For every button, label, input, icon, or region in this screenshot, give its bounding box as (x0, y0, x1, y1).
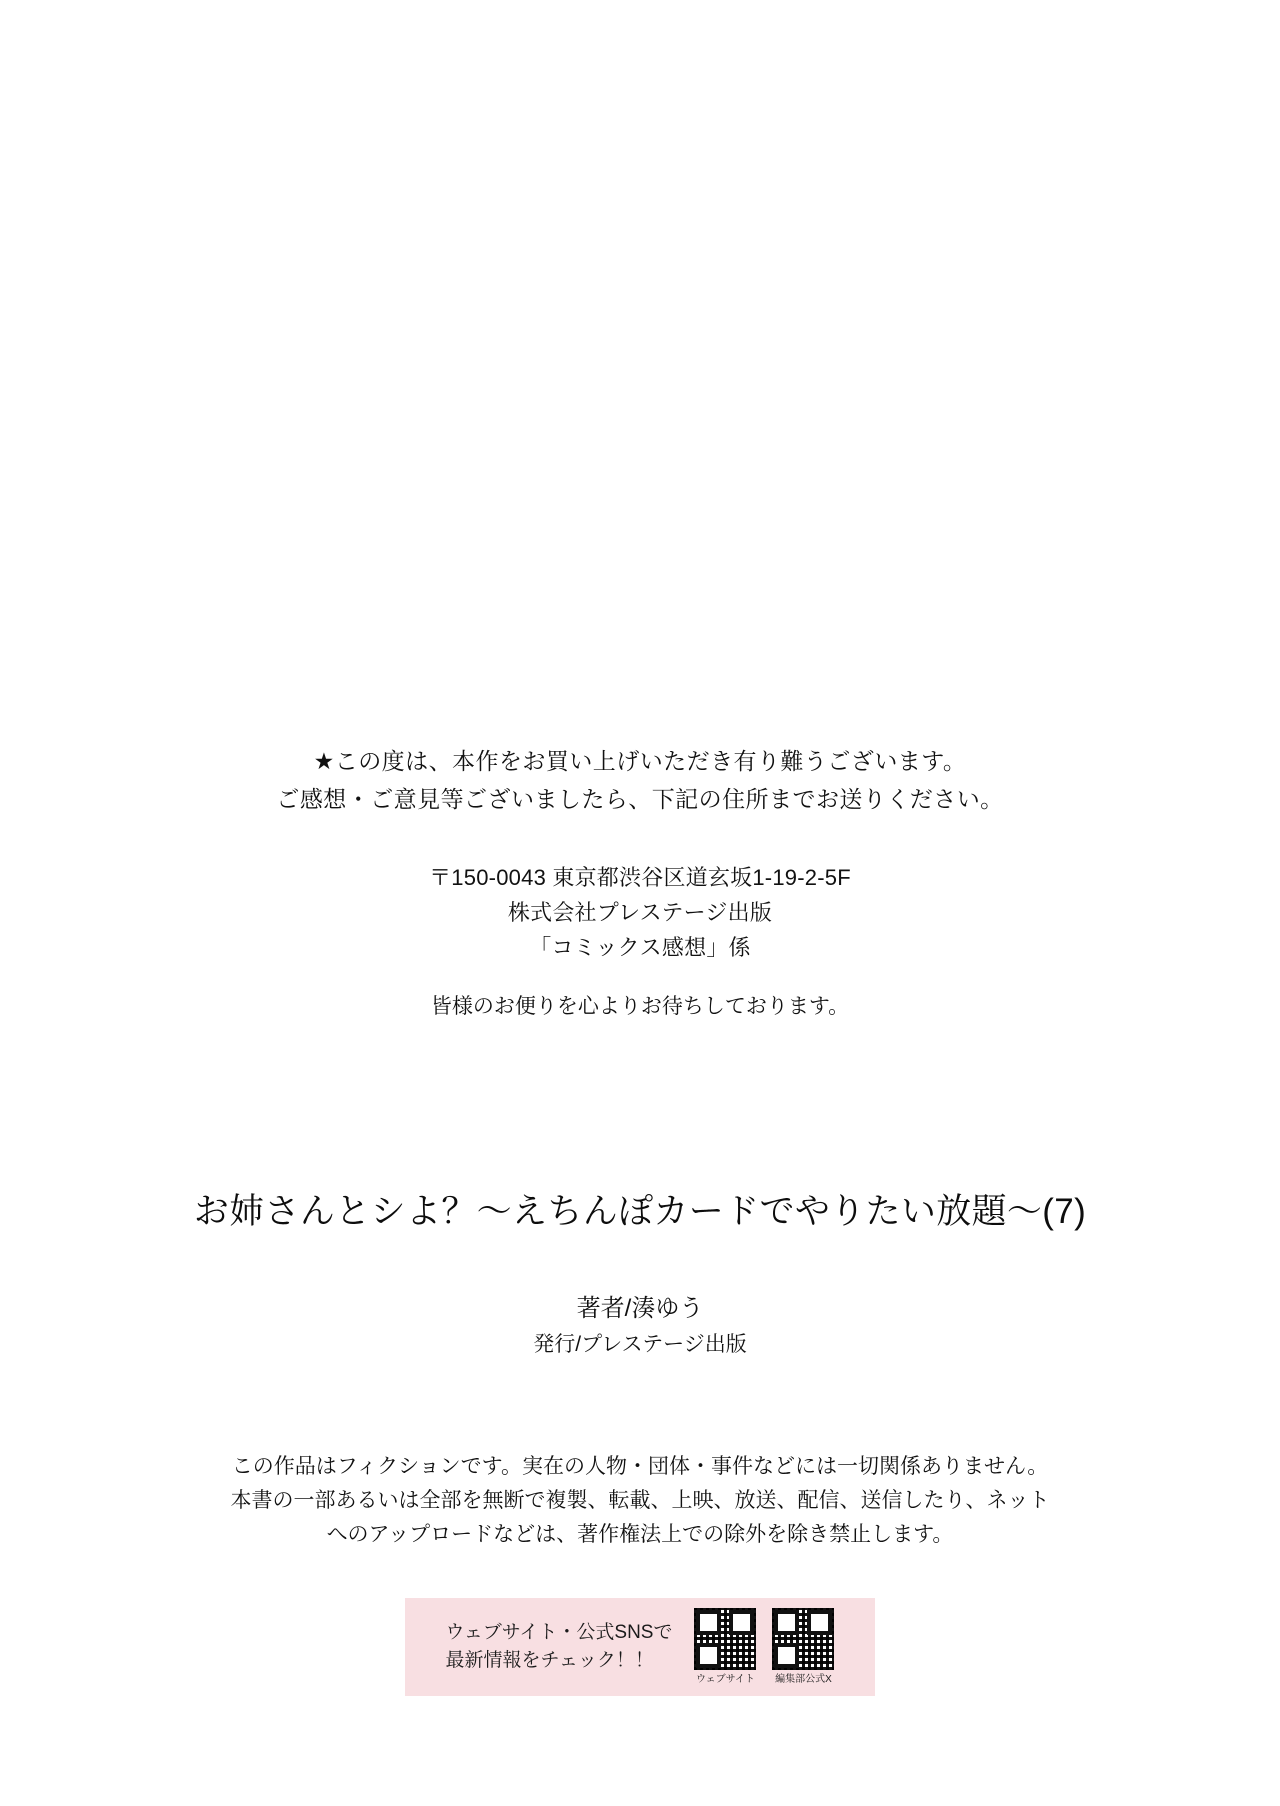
publisher-credit: 発行/プレステージ出版 (533, 1333, 747, 1356)
promo-text-line-1: ウェブサイト・公式SNSで (445, 1622, 673, 1643)
qr-item-website[interactable] (694, 1608, 756, 1686)
qr-eye-bottom-left (774, 1643, 799, 1668)
legal-line-2: 本書の一部あるいは全部を無断で複製、転載、上映、放送、配信、送信したり、ネット (230, 1489, 1050, 1512)
qr-code-icon[interactable] (694, 1608, 756, 1670)
greeting-block (0, 742, 1280, 818)
qr-code-group (694, 1608, 834, 1686)
qr-caption-x-account: 編集部公式X (775, 1674, 832, 1685)
greeting-line-2: ご感想・ご意見等ございましたら、下記の住所までお送りください。 (276, 786, 1004, 812)
credits-block (0, 1290, 1280, 1361)
address-postal-line: 〒150-0043 東京都渋谷区道玄坂1-19-2-5F (429, 865, 851, 890)
legal-notice-block (0, 1450, 1280, 1552)
address-department-line: 「コミックス感想」係 (529, 935, 751, 960)
qr-code-icon[interactable] (772, 1608, 834, 1670)
promo-text-line-2: 最新情報をチェック！！ (445, 1650, 654, 1671)
author-credit: 著者/湊ゆう (576, 1295, 704, 1322)
book-title: お姉さんとシよ？〜えちんぽカードでやりたい放題〜(7) (193, 1192, 1087, 1231)
greeting-line-1: ★この度は、本作をお買い上げいただき有り難うございます。 (313, 748, 967, 774)
qr-caption-website: ウェブサイト (696, 1674, 755, 1685)
closing-line: 皆様のお便りを心よりお待ちしております。 (430, 995, 850, 1018)
legal-line-3: へのアップロードなどは、著作権法上での除外を除き禁止します。 (326, 1523, 954, 1546)
address-company-line: 株式会社プレステージ出版 (507, 900, 773, 925)
closing-block (0, 990, 1280, 1024)
qr-item-x-account[interactable] (772, 1608, 834, 1686)
address-block (0, 860, 1280, 965)
qr-eye-bottom-left (696, 1643, 721, 1668)
promo-text (446, 1619, 673, 1675)
promo-banner (405, 1598, 875, 1696)
legal-line-1: この作品はフィクションです。実在の人物・団体・事件などには一切関係ありません。 (231, 1455, 1049, 1478)
